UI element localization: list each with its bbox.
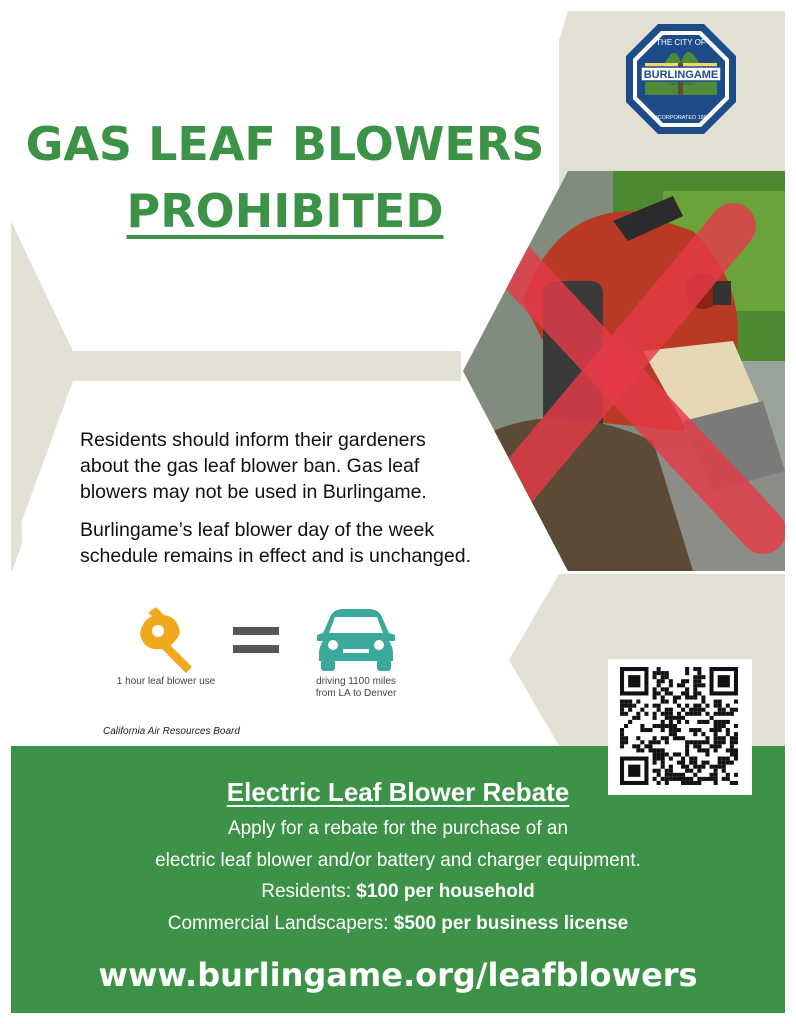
- leaf-blower-caption: 1 hour leaf blower use: [116, 676, 216, 687]
- info-p1-line2: about the gas leaf blower ban. Gas leaf: [80, 455, 420, 477]
- info-p1-line1: Residents should inform their gardeners: [80, 429, 426, 451]
- logo-top-text: THE CITY OF: [656, 38, 706, 47]
- rebate-line-2: electric leaf blower and/or battery and charger equipment.: [155, 850, 641, 871]
- leaf-blower-crossed-out-photo: [463, 171, 785, 571]
- rebate-line-1: Apply for a rebate for the purchase of an: [227, 818, 569, 839]
- logo-bottom-text: INCORPORATED 1908: [652, 115, 710, 121]
- city-seal-logo: [625, 23, 737, 135]
- title-line-2: PROHIBITED: [126, 184, 444, 238]
- qr-code-image: [620, 667, 738, 785]
- rebate-url-link[interactable]: www.burlingame.org/leafblowers: [98, 956, 698, 994]
- car-icon: [313, 607, 399, 673]
- qr-code[interactable]: [608, 659, 752, 795]
- source-credit: California Air Resources Board: [103, 726, 240, 737]
- info-paragraph-1: [80, 427, 520, 505]
- car-caption-line2: from LA to Denver: [315, 688, 397, 699]
- info-p2-line2: schedule remains in effect and is unchanged.: [80, 545, 471, 567]
- residents-label: Residents:: [261, 881, 357, 902]
- car-caption-line1: driving 1100 miles: [316, 676, 396, 687]
- residents-amount: $100 per household: [356, 881, 535, 902]
- commercial-amount: $500 per business license: [393, 913, 629, 934]
- car-caption: [291, 676, 421, 700]
- leaf-blower-icon: [130, 605, 200, 675]
- equals-icon: [233, 625, 279, 655]
- info-paragraph-2: [80, 517, 520, 569]
- logo-name: BURLINGAME: [643, 69, 719, 81]
- info-p1-line3: blowers may not be used in Burlingame.: [80, 481, 427, 503]
- rebate-residents: [11, 880, 785, 904]
- title-line-1: GAS LEAF BLOWERS: [25, 117, 545, 171]
- commercial-label: Commercial Landscapers:: [167, 913, 394, 934]
- rebate-title: Electric Leaf Blower Rebate: [226, 777, 570, 807]
- rebate-commercial: [11, 912, 785, 936]
- info-p2-line1: Burlingame’s leaf blower day of the week: [80, 519, 435, 541]
- poster: [11, 11, 785, 1013]
- logo-state: CALIFORNIA: [668, 81, 694, 86]
